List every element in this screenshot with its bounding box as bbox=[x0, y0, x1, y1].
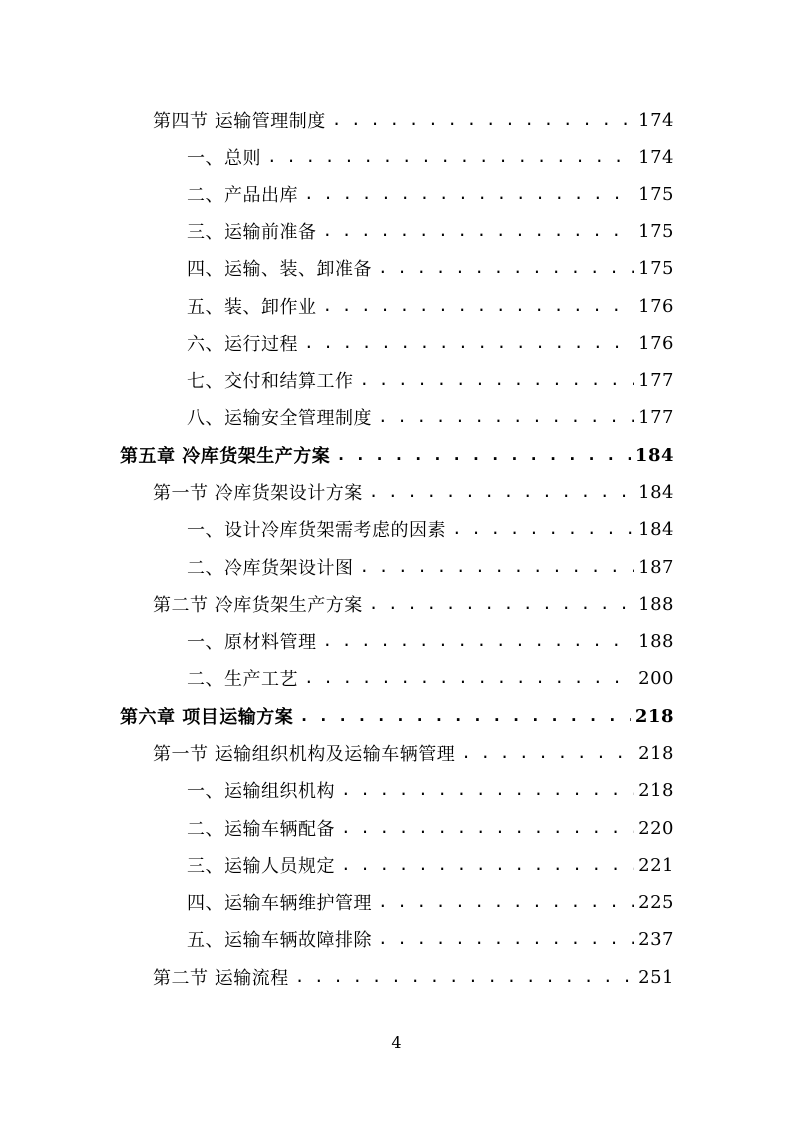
toc-chapter-entry[interactable] bbox=[120, 701, 674, 731]
toc-entry[interactable] bbox=[153, 105, 674, 135]
toc-entry-label: 二、产品出库 bbox=[187, 185, 298, 206]
toc-entry-label: 六、运行过程 bbox=[187, 334, 298, 355]
dot-leader bbox=[323, 216, 635, 246]
toc-entry-label: 第五章 冷库货架生产方案 bbox=[120, 446, 331, 467]
toc-entry-label: 一、总则 bbox=[187, 148, 261, 169]
toc-chapter-entry[interactable] bbox=[120, 440, 674, 470]
toc-entry-label: 一、运输组织机构 bbox=[187, 781, 335, 802]
dot-leader bbox=[341, 813, 634, 843]
toc-entry-label: 第四节 运输管理制度 bbox=[153, 111, 326, 132]
toc-entry-page: 218 bbox=[638, 742, 674, 764]
toc-entry[interactable] bbox=[187, 924, 674, 954]
dot-leader bbox=[369, 589, 634, 619]
toc-entry-label: 第一节 运输组织机构及运输车辆管理 bbox=[153, 744, 456, 765]
toc-entry[interactable] bbox=[187, 514, 674, 544]
toc-entry[interactable] bbox=[153, 589, 674, 619]
toc-entry[interactable] bbox=[187, 253, 674, 283]
toc-entry[interactable] bbox=[187, 775, 674, 805]
toc-entry-label: 第二节 运输流程 bbox=[153, 968, 289, 989]
toc-entry-page: 221 bbox=[638, 854, 674, 876]
toc-entry-page: 187 bbox=[638, 556, 674, 578]
toc-entry-label: 五、运输车辆故障排除 bbox=[187, 930, 372, 951]
toc-entry-label: 第一节 冷库货架设计方案 bbox=[153, 483, 363, 504]
toc-entry-page: 177 bbox=[638, 406, 674, 428]
toc-entry-label: 二、生产工艺 bbox=[187, 669, 298, 690]
toc-entry-page: 174 bbox=[638, 109, 674, 131]
toc-entry-label: 一、原材料管理 bbox=[187, 632, 317, 653]
dot-leader bbox=[378, 924, 634, 954]
toc-entry-label: 五、装、卸作业 bbox=[187, 297, 317, 318]
toc-entry[interactable] bbox=[187, 850, 674, 880]
toc-entry-page: 176 bbox=[638, 332, 674, 354]
toc-entry-page: 184 bbox=[634, 444, 674, 466]
dot-leader bbox=[461, 738, 634, 768]
toc-entry-label: 四、运输车辆维护管理 bbox=[187, 893, 372, 914]
toc-entry[interactable] bbox=[187, 552, 674, 582]
toc-entry-page: 237 bbox=[638, 928, 674, 950]
toc-entry-page: 188 bbox=[638, 630, 674, 652]
toc-entry[interactable] bbox=[187, 813, 674, 843]
toc-entry-page: 177 bbox=[638, 369, 674, 391]
toc-entry-page: 175 bbox=[638, 257, 674, 279]
toc-entry-label: 八、运输安全管理制度 bbox=[187, 408, 372, 429]
toc-entry-page: 175 bbox=[638, 183, 674, 205]
toc-entry-label: 三、运输前准备 bbox=[187, 222, 317, 243]
dot-leader bbox=[341, 850, 634, 880]
dot-leader bbox=[360, 552, 635, 582]
toc-entry-label: 一、设计冷库货架需考虑的因素 bbox=[187, 520, 446, 541]
toc-entry-page: 174 bbox=[638, 146, 674, 168]
dot-leader bbox=[323, 291, 635, 321]
dot-leader bbox=[304, 328, 634, 358]
page-number: 4 bbox=[391, 1033, 402, 1052]
toc-entry-page: 225 bbox=[638, 891, 674, 913]
toc-entry[interactable] bbox=[187, 179, 674, 209]
toc-entry[interactable] bbox=[187, 291, 674, 321]
dot-leader bbox=[332, 105, 634, 135]
toc-entry-label: 七、交付和结算工作 bbox=[187, 371, 354, 392]
toc-entry[interactable] bbox=[187, 365, 674, 395]
dot-leader bbox=[378, 887, 634, 917]
dot-leader bbox=[304, 179, 634, 209]
toc-entry-page: 200 bbox=[638, 667, 674, 689]
toc-entry[interactable] bbox=[153, 738, 674, 768]
dot-leader bbox=[267, 142, 634, 172]
toc-entry-label: 四、运输、装、卸准备 bbox=[187, 259, 372, 280]
toc-entry-label: 二、冷库货架设计图 bbox=[187, 558, 354, 579]
toc-entry-label: 三、运输人员规定 bbox=[187, 856, 335, 877]
dot-leader bbox=[299, 701, 631, 731]
dot-leader bbox=[323, 626, 635, 656]
toc-entry[interactable] bbox=[187, 402, 674, 432]
dot-leader bbox=[378, 253, 634, 283]
toc-entry-page: 218 bbox=[638, 779, 674, 801]
toc-entry[interactable] bbox=[187, 663, 674, 693]
toc-entry-label: 第二节 冷库货架生产方案 bbox=[153, 595, 363, 616]
toc-entry[interactable] bbox=[153, 962, 674, 992]
toc-entry-label: 二、运输车辆配备 bbox=[187, 819, 335, 840]
dot-leader bbox=[336, 440, 631, 470]
toc-entry[interactable] bbox=[187, 887, 674, 917]
toc-entry[interactable] bbox=[187, 216, 674, 246]
dot-leader bbox=[304, 663, 634, 693]
dot-leader bbox=[369, 477, 634, 507]
toc-entry-page: 188 bbox=[638, 593, 674, 615]
dot-leader bbox=[341, 775, 634, 805]
dot-leader bbox=[378, 402, 634, 432]
dot-leader bbox=[360, 365, 635, 395]
toc-entry-page: 184 bbox=[638, 518, 674, 540]
toc-entry-page: 176 bbox=[638, 295, 674, 317]
toc-entry-page: 218 bbox=[634, 705, 674, 727]
toc-entry-page: 175 bbox=[638, 220, 674, 242]
toc-entry[interactable] bbox=[187, 142, 674, 172]
toc-entry-page: 220 bbox=[638, 817, 674, 839]
toc-entry-label: 第六章 项目运输方案 bbox=[120, 707, 294, 728]
toc-entry-page: 251 bbox=[638, 966, 674, 988]
dot-leader bbox=[452, 514, 634, 544]
toc-entry[interactable] bbox=[153, 477, 674, 507]
dot-leader bbox=[295, 962, 634, 992]
toc-entry[interactable] bbox=[187, 328, 674, 358]
toc-entry[interactable] bbox=[187, 626, 674, 656]
toc-entry-page: 184 bbox=[638, 481, 674, 503]
